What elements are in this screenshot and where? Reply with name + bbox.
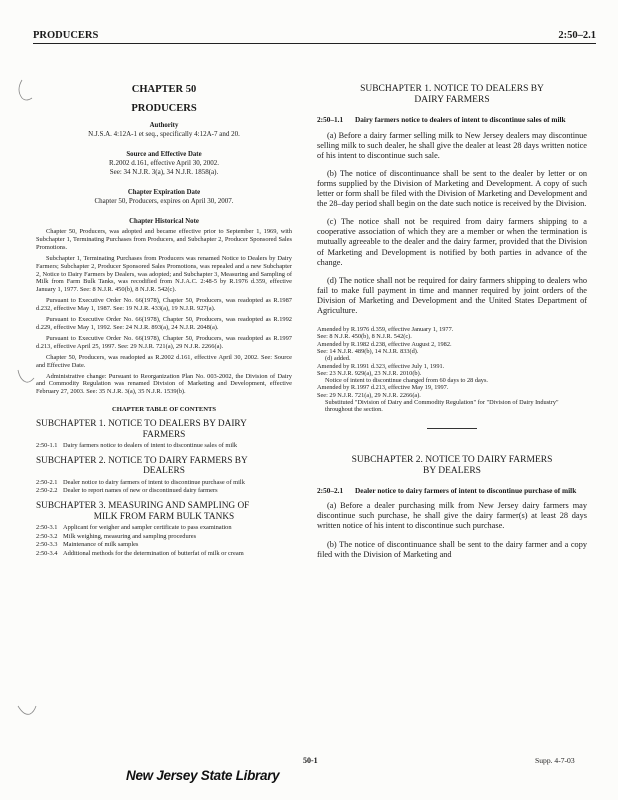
source-heading: Source and Effective Date: [126, 151, 202, 158]
section-paragraph: (c) The notice shall not be required from dairy farmers shipping to a cooperative association of which they are a member or when the termination is mutually agreeable to the dealer and the dairy farmer, provided that the Division of Marketing and Development is notified by both parties in advance of the change.: [317, 217, 587, 267]
section-2-1-body: [317, 501, 587, 559]
toc-entry: [36, 541, 292, 549]
history-heading: Chapter Historical Note: [129, 218, 199, 225]
subchapter-2-heading-line-2: BY DEALERS: [423, 465, 481, 476]
toc-title: CHAPTER TABLE OF CONTENTS: [111, 406, 217, 414]
toc-entry-text: Additional methods for the determination of butterfat of milk or cream: [63, 549, 244, 557]
section-paragraph: (b) The notice of discontinuance shall be sent to the dairy farmer and a copy filed with the Division of Marketing and: [317, 539, 587, 559]
amendment-line: (d) added.: [325, 355, 351, 363]
table-of-contents: [36, 419, 292, 557]
amendment-line: See: 29 N.J.R. 721(a), 29 N.J.R. 2266(a).: [317, 391, 421, 399]
amendment-line: Substituted "Division of Dairy and Commodity Regulation" for "Division of Dairy Industry" throughout the section.: [325, 399, 559, 414]
toc-subchapter-line-1: SUBCHAPTER 3. MEASURING AND SAMPLING OF: [36, 501, 250, 511]
toc-subchapter-heading: [36, 419, 292, 440]
historical-note: [36, 228, 292, 396]
toc-entry-text: Dairy farmers notice to dealers of intent to discontinue sales of milk: [63, 442, 238, 450]
running-header: [33, 30, 596, 44]
section-paragraph: (d) The notice shall not be required for dairy farmers shipping to dealers who fail to make full payment in time and manner required by joint orders of the Division of Marketing and Development and the United States Department of Agriculture.: [317, 275, 587, 315]
binder-mark-icon: [16, 700, 38, 722]
section-divider: [427, 428, 477, 429]
toc-entry-number: 2:50-3.2: [36, 532, 58, 540]
history-paragraph: Pursuant to Executive Order No. 66(1978), Chapter 50, Producers, was readopted as R.1992 d.229, effective May 1, 1992. See: 24 N.J.R. 893(a), 24 N.J.R. 2048(a).: [36, 316, 292, 331]
expiration-heading: Chapter Expiration Date: [127, 189, 201, 196]
history-paragraph: Pursuant to Executive Order No. 66(1978), Chapter 50, Producers, was readopted as R.1987 d.232, effective May 1, 1987. See: 19 N.J.R. 433(a), 19 N.J.R. 927(a).: [36, 297, 292, 313]
toc-entry-text: Dealer notice to dairy farmers of intent to discontinue purchase of milk: [63, 478, 245, 486]
chapter-title: CHAPTER 50: [131, 84, 197, 95]
toc-entry: [36, 524, 292, 532]
section-title: Dealer notice to dairy farmers of intent to discontinue purchase of milk: [355, 485, 577, 495]
toc-entry-text: Dealer to report names of new or discontinued dairy farmers: [63, 487, 218, 495]
header-title: PRODUCERS: [33, 30, 99, 41]
section-number: 2:50–1.1: [317, 115, 344, 124]
expiration-text: Chapter 50, Producers, expires on April 30, 2007.: [94, 197, 234, 205]
section-1-1-heading: [317, 116, 587, 125]
toc-subchapter-heading: [36, 456, 292, 477]
supplement-date: Supp. 4-7-03: [535, 756, 575, 765]
chapter-subtitle: PRODUCERS: [131, 103, 197, 114]
library-stamp: New Jersey State Library: [126, 768, 280, 783]
subchapter-2-heading-line-1: SUBCHAPTER 2. NOTICE TO DAIRY FARMERS: [351, 454, 553, 465]
binder-mark-icon: [14, 366, 36, 388]
right-column: [317, 84, 587, 568]
source-line-2: See: 34 N.J.R. 3(a), 34 N.J.R. 1858(a).: [109, 168, 219, 176]
toc-entry-text: Milk weighing, measuring and sampling procedures: [63, 532, 197, 540]
section-paragraph: (a) Before a dealer purchasing milk from New Jersey dairy farmers may discontinue such purchase, he shall give the dairy farmer(s) at least 28 days written notice of his intent to discontinue such purchase.: [317, 501, 587, 531]
authority-heading: Authority: [149, 122, 179, 129]
toc-subchapter-line-2: MILK FROM FARM BULK TANKS: [93, 511, 235, 522]
toc-entry: [36, 487, 292, 495]
amendment-line: Amended by R.1976 d.359, effective January 1, 1977.: [317, 326, 454, 334]
toc-subchapter-line-2: DEALERS: [143, 466, 185, 477]
toc-subchapter-heading: [36, 501, 292, 522]
left-column: [36, 84, 292, 558]
subchapter-1-heading: [317, 84, 587, 106]
toc-entry: [36, 442, 292, 450]
toc-entry-number: 2:50-2.2: [36, 487, 58, 495]
section-title: Dairy farmers notice to dealers of intent to discontinue sales of milk: [355, 115, 566, 124]
header-section-range: 2:50–2.1: [558, 30, 596, 41]
section-paragraph: (a) Before a dairy farmer selling milk to New Jersey dealers may discontinue selling milk to such dealer, he shall give the dealer at least 28 days written notice of his intent to discontinue such sale.: [317, 130, 587, 160]
subchapter-2-heading: [317, 455, 587, 477]
section-paragraph: (b) The notice of discontinuance shall be sent to the dealer by letter or on forms supplied by the Division of Marketing and Development. A copy of such letter or form shall be filed with the Division of Marketing and Development and the 28–day period shall begin on the date such notice is received by the Division.: [317, 168, 587, 209]
history-paragraph: Subchapter 1, Terminating Purchases from Producers was renamed Notice to Dealers by Dairy Farmers; Subchapter 2, Producer Sponsored Sales Promotions, was repealed and a new Subchapter 2, Notice to Dairy Farmers by Dealers, was adopted; and Subchapter 3, Measuring and Sampling of Milk from Farm Bulk Tanks, was recodified from N.J.A.C. 2:48-5 by R.1976 d.359, effective January 1, 1977. See: 8 N.J.R. 450(b), 8 N.J.R. 542(c).: [36, 254, 292, 294]
toc-subchapter-line-1: SUBCHAPTER 1. NOTICE TO DEALERS BY DAIRY: [36, 419, 247, 430]
section-1-1-body: [317, 131, 587, 317]
amendment-line: See: 8 N.J.R. 450(b), 8 N.J.R. 542(c).: [317, 333, 412, 341]
amendment-line: Amended by R.1982 d.238, effective August 2, 1982.: [317, 340, 452, 348]
toc-entry-number: 2:50-3.3: [36, 541, 58, 549]
amendment-line: See: 14 N.J.R. 489(b), 14 N.J.R. 833(d).: [317, 347, 419, 355]
toc-entry-number: 2:50-3.4: [36, 549, 58, 557]
source-line-1: R.2002 d.161, effective April 30, 2002.: [109, 159, 219, 167]
amendment-line: Amended by R.1991 d.323, effective July 1, 1991.: [317, 362, 445, 370]
section-2-1-heading: [317, 487, 587, 496]
binder-mark-icon: [14, 78, 34, 104]
history-paragraph: Pursuant to Executive Order No. 66(1978), Chapter 50, Producers, was readopted as R.1997 d.213, effective April 25, 1997. See: 29 N.J.R. 721(a), 29 N.J.R. 2266(a).: [36, 334, 292, 350]
toc-entry: [36, 533, 292, 541]
toc-entry-text: Applicant for weigher and sampler certificate to pass examination: [63, 524, 232, 531]
toc-entry-number: 2:50-3.1: [36, 524, 58, 531]
section-number: 2:50–2.1: [317, 485, 344, 495]
amendment-line: Amended by R.1997 d.213, effective May 19, 1997.: [317, 384, 449, 392]
toc-entry-number: 2:50-1.1: [36, 442, 58, 450]
amendment-line: See: 23 N.J.R. 929(a), 23 N.J.R. 2010(b).: [317, 369, 422, 377]
subchapter-1-heading-line-1: SUBCHAPTER 1. NOTICE TO DEALERS BY: [360, 84, 544, 94]
authority-text: N.J.S.A. 4:12A-1 et seq., specifically 4:12A-7 and 20.: [88, 130, 240, 138]
history-paragraph: Chapter 50, Producers, was readopted as R.2002 d.161, effective April 30, 2002. See: Source and Effective Date.: [36, 353, 292, 369]
toc-entry: [36, 550, 292, 558]
toc-entry: [36, 479, 292, 487]
toc-entry-text: Maintenance of milk samples: [63, 541, 139, 549]
history-paragraph: Administrative change: Pursuant to Reorganization Plan No. 003-2002, the Division of Dairy and Commodity Regulation was renamed Division of Marketing and Development, effective February 27, 2003. See: 35 N.J.R. 3(a), 35 N.J.R. 1539(b).: [36, 372, 292, 396]
subchapter-1-heading-line-2: DAIRY FARMERS: [414, 95, 490, 105]
toc-subchapter-line-1: SUBCHAPTER 2. NOTICE TO DAIRY FARMERS BY: [36, 455, 248, 466]
history-paragraph: Chapter 50, Producers, was adopted and became effective prior to September 1, 1969, with Subchapter 1, Terminating Purchases from Producers, and Subchapter 2, Producer Sponsored Sales Promotions.: [36, 228, 292, 251]
amendment-history: [317, 326, 587, 414]
page-number: 50-1: [303, 756, 318, 765]
amendment-line: Notice of intent to discontinue changed from 60 days to 28 days.: [325, 377, 488, 385]
toc-entry-number: 2:50-2.1: [36, 478, 58, 486]
toc-subchapter-line-2: FARMERS: [142, 429, 186, 440]
